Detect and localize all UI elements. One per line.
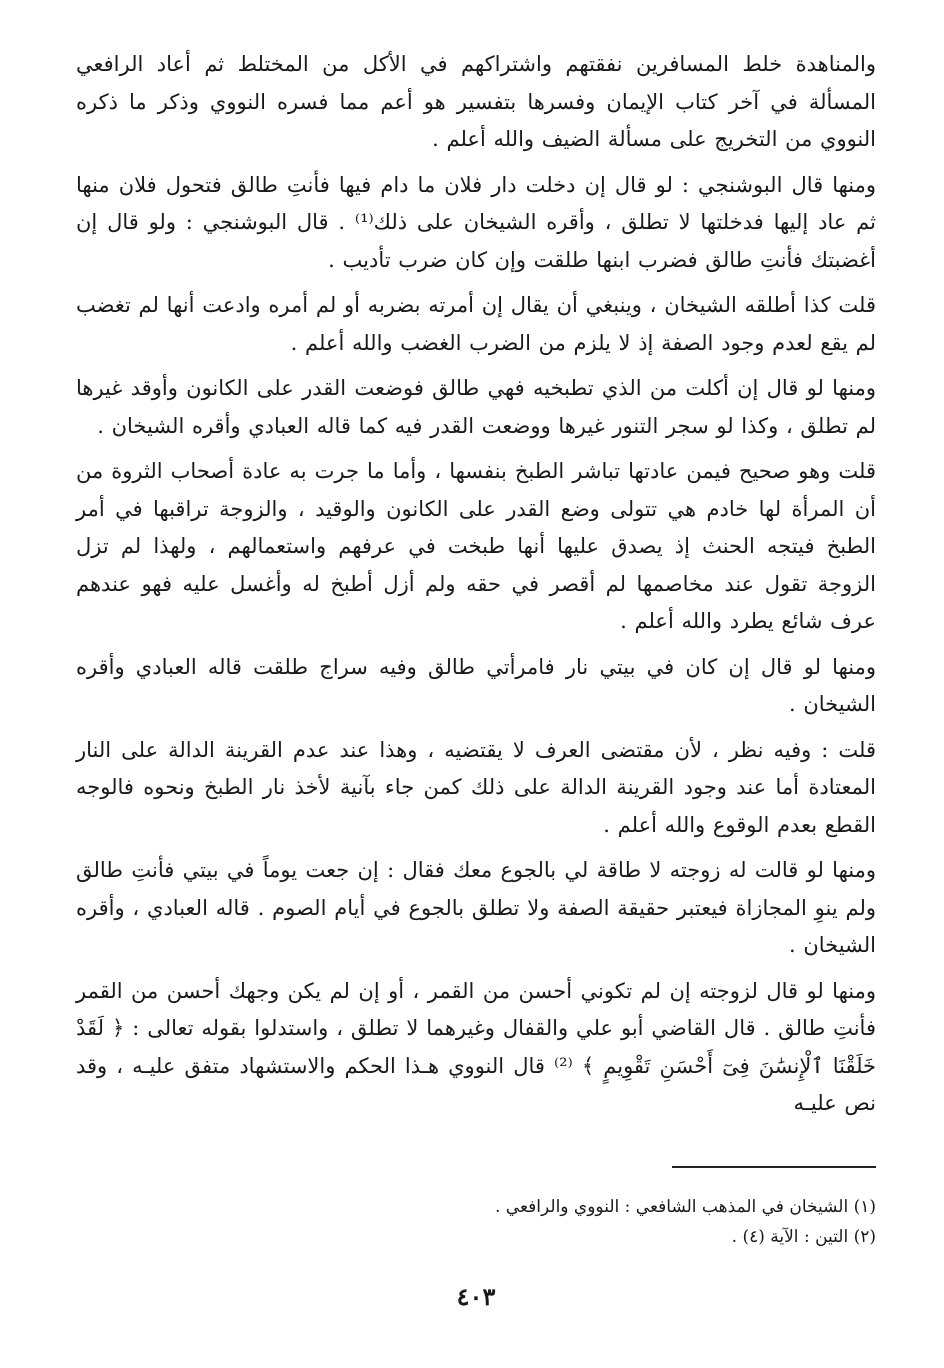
paragraph-1: والمناهدة خلط المسافرين نفقتهم واشتراكهم في الأكل من المختلط ثم أعاد الرافعي المسألة في آخر كتاب الإيمان وفسرها بتفسير هو أعم مما فسره النووي وذكر ما ذكره النووي من التخريج على مسألة الضيف والله أعلم . [76, 52, 876, 151]
paragraph-2: ومنها قال البوشنجي : لو قال إن دخلت دار فلان ما دام فيها فأنتِ طالق فتحول فلان منها ثم عاد إليها فدخلتها لا تطلق ، وأقره الشيخان على ذلك⁽¹⁾ . قال البوشنجي : ولو قال إن أغضبتك فأنتِ طالق فضرب ابنها طلقت وإن كان ضرب تأديب . [76, 172, 876, 272]
page-number: ٤٠٣ [456, 1282, 496, 1311]
paragraph-5: قلت وهو صحيح فيمن عادتها تباشر الطبخ بنفسها ، وأما ما جرت به عادة أصحاب الثروة من أن المرأة لها خادم هي تتولى وضع القدر على الكانون والوقيد ، والزوجة تراقبها في أمر الطبخ فيتجه الحنث إذ يصدق عليها أنها طبخت في عرفهم واستعمالهم ، ولهذا لم تزل الزوجة تقول عند مخاصمها لم أقصر في حقه ولم أزل أطبخ له وأغسل عليه فهو عندهم عرف شائع يطرد والله أعلم . [76, 459, 876, 633]
footnote-2: (٢) التين : الآية (٤) . [731, 1227, 876, 1247]
paragraph-7: قلت : وفيه نظر ، لأن مقتضى العرف لا يقتضيه ، وهذا عند عدم القرينة الدالة على النار المعتادة أما عند وجود القرينة الدالة على ذلك كمن جاء بآنية لأخذ نار الطبخ ونحوه فالوجه القطع بعدم الوقوع والله أعلم . [76, 737, 876, 837]
paragraph-4: ومنها لو قال إن أكلت من الذي تطبخيه فهي طالق فوضعت القدر على الكانون وأوقد غيرها لم تطلق ، وكذا لو سجر التنور غيرها ووضعت القدر فيه كما قاله العبادي وأقره الشيخان . [76, 376, 876, 438]
page-body [76, 46, 876, 1326]
paragraph-6: ومنها لو قال إن كان في بيتي نار فامرأتي طالق وفيه سراج طلقت قاله العبادي وأقره الشيخان . [76, 654, 876, 716]
footnote-1: (١) الشيخان في المذهب الشافعي : النووي والرافعي . [494, 1197, 876, 1217]
paragraph-9: ومنها لو قال لزوجته إن لم تكوني أحسن من القمر ، أو إن لم يكن وجهك أحسن من القمر فأنتِ طالق . قال القاضي أبو علي والقفال وغيرهما لا تطلق ، واستدلوا بقوله تعالى : ﴿ لَقَدْ خَلَقْنَا ٱلْإِنسَٰنَ فِىٓ أَحْسَنِ تَقْوِيمٍ ﴾ ⁽²⁾ قال النووي هـذا الحكم والاستشهاد متفق عليـه ، وقد نص عليـه [76, 978, 876, 1115]
paragraph-8: ومنها لو قالت له زوجته لا طاقة لي بالجوع معك فقال : إن جعت يوماً في بيتي فأنتِ طالق ولم ينوِ المجازاة فيعتبر حقيقة الصفة ولا تطلق بالجوع في أيام الصوم . قاله العبادي ، وأقره الشيخان . [76, 858, 876, 957]
paragraph-3: قلت كذا أطلقه الشيخان ، وينبغي أن يقال إن أمرته بضربه أو لم أمره وادعت أنها لم تغضب لم يقع لعدم وجود الصفة إذ لا يلزم من الضرب الغضب والله أعلم . [76, 293, 876, 355]
footnotes [76, 1192, 876, 1252]
footnote-separator [672, 1166, 876, 1168]
